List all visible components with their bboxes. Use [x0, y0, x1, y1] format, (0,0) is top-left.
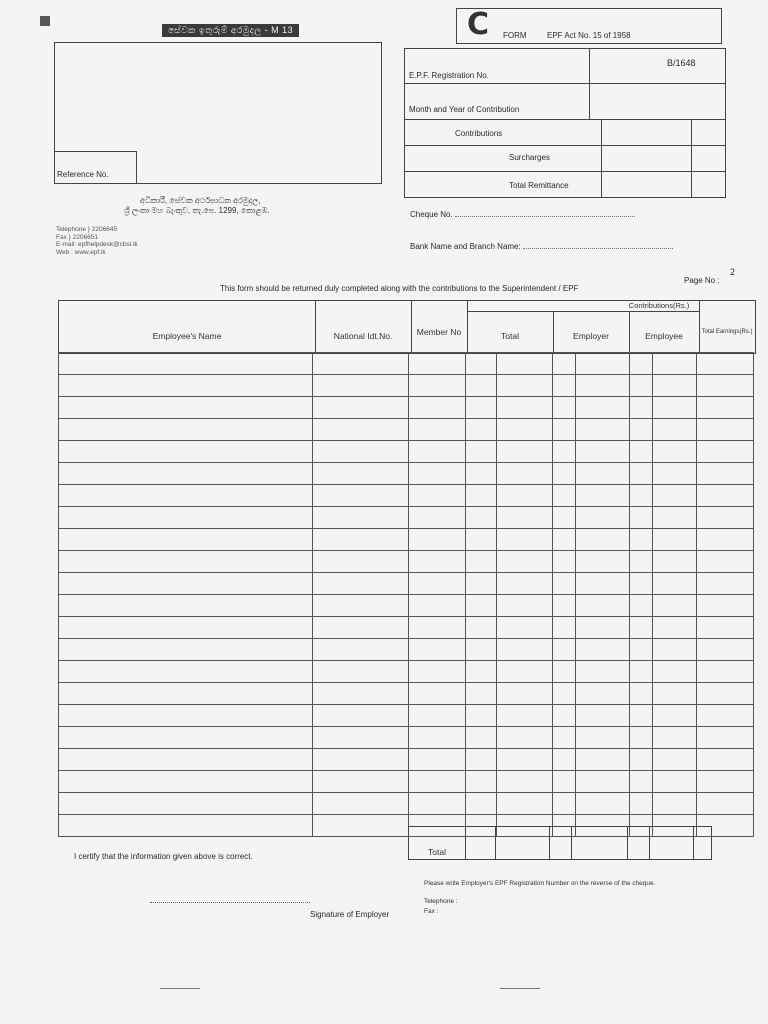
- table-cell[interactable]: [409, 639, 465, 661]
- email: epfhelpdesk@cbsl.lk: [78, 241, 138, 248]
- table-cell[interactable]: [409, 749, 465, 771]
- table-cell[interactable]: [697, 463, 754, 485]
- table-cell[interactable]: [552, 793, 575, 815]
- cheque-note: Please write Employer's EPF Registration Number on the reverse of the cheque.: [424, 880, 656, 887]
- table-cell[interactable]: [697, 595, 754, 617]
- table-cell[interactable]: [59, 815, 313, 837]
- table-cell[interactable]: [409, 375, 465, 397]
- table-cell[interactable]: [465, 397, 496, 419]
- table-cell[interactable]: [575, 375, 629, 397]
- registration-box: [404, 48, 726, 198]
- table-body: [58, 352, 754, 837]
- table-row: [59, 727, 754, 749]
- table-cell[interactable]: [409, 551, 465, 573]
- epf-reg-row: [405, 49, 725, 84]
- table-cell[interactable]: [59, 727, 313, 749]
- table-cell[interactable]: [313, 441, 409, 463]
- table-cell[interactable]: [575, 463, 629, 485]
- table-cell[interactable]: [552, 485, 575, 507]
- header-employee: Employee: [645, 331, 683, 341]
- telephone: 2206645: [91, 226, 118, 233]
- table-row: [59, 419, 754, 441]
- table-cell[interactable]: [630, 661, 653, 683]
- table-cell[interactable]: [630, 441, 653, 463]
- table-cell[interactable]: [630, 529, 653, 551]
- table-cell[interactable]: [697, 353, 754, 375]
- table-cell[interactable]: [652, 485, 697, 507]
- table-cell[interactable]: [552, 441, 575, 463]
- table-cell[interactable]: [59, 683, 313, 705]
- table-cell[interactable]: [575, 793, 629, 815]
- form-letter: C: [467, 7, 490, 42]
- contact-block: Telephone } 2206645 Fax } 2206651 E-mail: epfhelpdesk@cbsl.lk Web : www.epf.lk: [56, 226, 138, 256]
- table-cell[interactable]: [409, 793, 465, 815]
- table-cell[interactable]: [313, 661, 409, 683]
- table-cell[interactable]: [575, 573, 629, 595]
- table-cell[interactable]: [697, 507, 754, 529]
- table-cell[interactable]: [409, 507, 465, 529]
- table-cell[interactable]: [409, 595, 465, 617]
- bottom-mark-right: [500, 988, 540, 989]
- table-cell[interactable]: [59, 529, 313, 551]
- table-cell[interactable]: [697, 639, 754, 661]
- table-cell[interactable]: [313, 573, 409, 595]
- table-cell[interactable]: [409, 617, 465, 639]
- table-cell[interactable]: [552, 397, 575, 419]
- table-cell[interactable]: [465, 441, 496, 463]
- form-c-box: [456, 8, 722, 44]
- epf-reg-label: E.P.F. Registration No.: [409, 71, 489, 80]
- table-cell[interactable]: [630, 683, 653, 705]
- table-cell[interactable]: [465, 463, 496, 485]
- reference-box: [54, 151, 137, 184]
- table-cell[interactable]: [465, 573, 496, 595]
- table-cell[interactable]: [409, 727, 465, 749]
- table-cell[interactable]: [697, 793, 754, 815]
- total-remittance-row: [405, 171, 725, 197]
- table-cell[interactable]: [697, 771, 754, 793]
- cheque-label: Cheque No.: [410, 210, 453, 219]
- table-cell[interactable]: [496, 595, 552, 617]
- form-title: සේවක ඉතුරුම් අරමුදල - M 13: [162, 24, 299, 37]
- bank-label: Bank Name and Branch Name:: [410, 242, 521, 251]
- table-cell[interactable]: [652, 617, 697, 639]
- table-cell[interactable]: [465, 551, 496, 573]
- total-row: [408, 826, 712, 860]
- table-cell[interactable]: [652, 551, 697, 573]
- table-cell[interactable]: [630, 573, 653, 595]
- table-row: [59, 793, 754, 815]
- table-cell[interactable]: [313, 595, 409, 617]
- table-cell[interactable]: [575, 617, 629, 639]
- table-cell[interactable]: [313, 507, 409, 529]
- page-label: Page No :: [684, 276, 720, 285]
- table-cell[interactable]: [313, 397, 409, 419]
- table-cell[interactable]: [59, 573, 313, 595]
- table-cell[interactable]: [630, 727, 653, 749]
- signature-line: [150, 902, 310, 903]
- footer-telephone-label: Telephone :: [424, 898, 458, 905]
- table-cell[interactable]: [465, 485, 496, 507]
- table-cell[interactable]: [697, 551, 754, 573]
- table-cell[interactable]: [313, 375, 409, 397]
- table-cell[interactable]: [59, 485, 313, 507]
- table-cell[interactable]: [465, 617, 496, 639]
- table-cell[interactable]: [59, 507, 313, 529]
- table-cell[interactable]: [630, 463, 653, 485]
- certify-text: I certify that the information given above is correct.: [74, 852, 253, 861]
- table-cell[interactable]: [313, 815, 409, 837]
- table-cell[interactable]: [652, 705, 697, 727]
- table-cell[interactable]: [409, 419, 465, 441]
- table-cell[interactable]: [575, 683, 629, 705]
- table-cell[interactable]: [465, 353, 496, 375]
- table-cell[interactable]: [575, 749, 629, 771]
- table-cell[interactable]: [496, 485, 552, 507]
- header-nic: National Idt.No.: [333, 331, 393, 341]
- table-cell[interactable]: [575, 639, 629, 661]
- table-cell[interactable]: [630, 397, 653, 419]
- table-cell[interactable]: [630, 353, 653, 375]
- table-cell[interactable]: [697, 529, 754, 551]
- table-row: [59, 529, 754, 551]
- table-row: [59, 617, 754, 639]
- telephone-label: Telephone: [56, 226, 86, 233]
- table-cell[interactable]: [552, 595, 575, 617]
- month-row: [405, 83, 725, 120]
- table-cell[interactable]: [496, 353, 552, 375]
- table-cell[interactable]: [313, 485, 409, 507]
- table-cell[interactable]: [652, 573, 697, 595]
- act-reference: EPF Act No. 15 of 1958: [547, 31, 631, 40]
- table-cell[interactable]: [496, 727, 552, 749]
- table-cell[interactable]: [313, 793, 409, 815]
- table-row: [59, 771, 754, 793]
- table-cell[interactable]: [652, 595, 697, 617]
- table-cell[interactable]: [59, 617, 313, 639]
- table-cell[interactable]: [630, 485, 653, 507]
- table-cell[interactable]: [652, 771, 697, 793]
- header-member-no: Member No: [416, 327, 462, 337]
- table-cell[interactable]: [652, 661, 697, 683]
- table-cell[interactable]: [313, 419, 409, 441]
- table-cell[interactable]: [552, 573, 575, 595]
- table-cell[interactable]: [652, 727, 697, 749]
- table-cell[interactable]: [575, 771, 629, 793]
- table-cell[interactable]: [575, 595, 629, 617]
- table-cell[interactable]: [697, 397, 754, 419]
- table-cell[interactable]: [652, 397, 697, 419]
- address-line-2: ශ්‍රී ලංකා මහ බැංකුව, තැ.පෙ. 1299, කොළඹ.: [124, 206, 270, 215]
- header-total-earnings: Total Earnings(Rs.): [701, 329, 753, 335]
- table-cell[interactable]: [59, 639, 313, 661]
- table-cell[interactable]: [313, 551, 409, 573]
- table-cell[interactable]: [575, 661, 629, 683]
- contributions-label: Contributions: [455, 129, 503, 138]
- table-cell[interactable]: [465, 793, 496, 815]
- table-cell[interactable]: [313, 771, 409, 793]
- table-cell[interactable]: [652, 683, 697, 705]
- table-cell[interactable]: [652, 353, 697, 375]
- table-cell[interactable]: [630, 375, 653, 397]
- table-cell[interactable]: [552, 419, 575, 441]
- table-cell[interactable]: [59, 705, 313, 727]
- table-cell[interactable]: [465, 419, 496, 441]
- table-cell[interactable]: [496, 529, 552, 551]
- table-cell[interactable]: [313, 727, 409, 749]
- table-cell[interactable]: [575, 397, 629, 419]
- table-cell[interactable]: [630, 617, 653, 639]
- table-cell[interactable]: [465, 727, 496, 749]
- table-row: [59, 485, 754, 507]
- table-row: [59, 507, 754, 529]
- table-cell[interactable]: [313, 353, 409, 375]
- table-cell[interactable]: [496, 705, 552, 727]
- table-cell[interactable]: [409, 705, 465, 727]
- table-row: [59, 353, 754, 375]
- table-cell[interactable]: [59, 771, 313, 793]
- fax-label: Fax: [56, 233, 67, 241]
- table-cell[interactable]: [496, 551, 552, 573]
- address-line-1: අධිකාරී, සේවක අර්ථසාධක අරමුදල,: [140, 196, 261, 205]
- table-cell[interactable]: [552, 617, 575, 639]
- table-cell[interactable]: [652, 529, 697, 551]
- table-cell[interactable]: [697, 617, 754, 639]
- table-row: [59, 463, 754, 485]
- table-cell[interactable]: [652, 639, 697, 661]
- table-cell[interactable]: [630, 705, 653, 727]
- signature-label: Signature of Employer: [310, 910, 390, 919]
- table-cell[interactable]: [409, 463, 465, 485]
- table-row: [59, 441, 754, 463]
- table-cell[interactable]: [496, 617, 552, 639]
- table-cell[interactable]: [409, 485, 465, 507]
- header-employee-name: Employee's Name: [152, 331, 222, 341]
- table-cell[interactable]: [697, 705, 754, 727]
- employee-table: [58, 352, 754, 837]
- table-cell[interactable]: [652, 441, 697, 463]
- table-cell[interactable]: [652, 375, 697, 397]
- table-cell[interactable]: [652, 419, 697, 441]
- table-cell[interactable]: [575, 441, 629, 463]
- table-cell[interactable]: [697, 441, 754, 463]
- table-cell[interactable]: [575, 529, 629, 551]
- header-employer: Employer: [573, 331, 609, 341]
- table-cell[interactable]: [697, 683, 754, 705]
- table-cell[interactable]: [465, 375, 496, 397]
- table-cell[interactable]: [59, 463, 313, 485]
- table-cell[interactable]: [313, 617, 409, 639]
- table-cell[interactable]: [630, 771, 653, 793]
- web-label: Web: [56, 248, 70, 256]
- table-cell[interactable]: [496, 375, 552, 397]
- table-row: [59, 397, 754, 419]
- table-cell[interactable]: [552, 551, 575, 573]
- month-label: Month and Year of Contribution: [409, 105, 520, 114]
- return-notice: This form should be returned duly completed along with the contributions to the Superintendent / EPF: [220, 284, 579, 293]
- table-cell[interactable]: [652, 507, 697, 529]
- table-cell[interactable]: [59, 375, 313, 397]
- table-cell[interactable]: [575, 353, 629, 375]
- table-cell[interactable]: [465, 661, 496, 683]
- table-cell[interactable]: [496, 397, 552, 419]
- cheque-line: [410, 208, 720, 219]
- table-cell[interactable]: [465, 749, 496, 771]
- table-cell[interactable]: [496, 441, 552, 463]
- table-cell[interactable]: [496, 749, 552, 771]
- table-cell[interactable]: [465, 771, 496, 793]
- table-cell[interactable]: [575, 551, 629, 573]
- corner-marker: [40, 16, 50, 26]
- table-row: [59, 595, 754, 617]
- table-cell[interactable]: [630, 639, 653, 661]
- table-cell[interactable]: [652, 463, 697, 485]
- table-cell[interactable]: [552, 705, 575, 727]
- web: www.epf.lk: [74, 248, 106, 256]
- table-cell[interactable]: [496, 661, 552, 683]
- table-cell[interactable]: [59, 441, 313, 463]
- table-cell[interactable]: [552, 727, 575, 749]
- table-cell[interactable]: [313, 705, 409, 727]
- table-row: [59, 375, 754, 397]
- table-cell[interactable]: [552, 375, 575, 397]
- table-row: [59, 749, 754, 771]
- table-cell[interactable]: [575, 485, 629, 507]
- total-remittance-label: Total Remittance: [509, 181, 569, 190]
- bank-line: [410, 240, 720, 251]
- page-number: 2: [730, 267, 736, 277]
- table-cell[interactable]: [496, 419, 552, 441]
- table-cell[interactable]: [465, 507, 496, 529]
- table-cell[interactable]: [496, 639, 552, 661]
- table-row: [59, 683, 754, 705]
- table-cell[interactable]: [409, 771, 465, 793]
- table-cell[interactable]: [496, 573, 552, 595]
- table-cell[interactable]: [575, 507, 629, 529]
- table-row: [59, 573, 754, 595]
- table-cell[interactable]: [313, 463, 409, 485]
- table-cell[interactable]: [59, 353, 313, 375]
- table-cell[interactable]: [313, 529, 409, 551]
- table-cell[interactable]: [630, 749, 653, 771]
- epf-reg-value: B/1648: [667, 58, 696, 68]
- table-cell[interactable]: [630, 793, 653, 815]
- header-total: Total: [501, 331, 519, 341]
- table-cell[interactable]: [697, 375, 754, 397]
- table-cell[interactable]: [630, 419, 653, 441]
- fax: 2206651: [72, 233, 98, 241]
- bottom-mark-left: [160, 988, 200, 989]
- email-label: E-mail: [56, 241, 75, 248]
- table-cell[interactable]: [552, 639, 575, 661]
- table-cell[interactable]: [652, 793, 697, 815]
- table-cell[interactable]: [575, 419, 629, 441]
- table-cell[interactable]: [697, 419, 754, 441]
- table-cell[interactable]: [552, 507, 575, 529]
- table-cell[interactable]: [697, 727, 754, 749]
- footer-fax-label: Fax :: [424, 908, 439, 915]
- table-cell[interactable]: [496, 463, 552, 485]
- table-cell[interactable]: [552, 771, 575, 793]
- table-cell[interactable]: [59, 595, 313, 617]
- table-cell[interactable]: [575, 705, 629, 727]
- table-cell[interactable]: [409, 353, 465, 375]
- table-cell[interactable]: [630, 507, 653, 529]
- header-contributions: Contributions(Rs.): [628, 301, 690, 310]
- table-row: [59, 551, 754, 573]
- table-cell[interactable]: [697, 661, 754, 683]
- reference-label: Reference No.: [57, 170, 109, 179]
- table-cell[interactable]: [496, 771, 552, 793]
- contributions-row: [405, 119, 725, 146]
- table-cell[interactable]: [652, 749, 697, 771]
- table-cell[interactable]: [552, 661, 575, 683]
- table-cell[interactable]: [496, 683, 552, 705]
- address-box: [54, 42, 382, 184]
- total-label: Total: [428, 847, 446, 857]
- table-cell[interactable]: [465, 639, 496, 661]
- table-cell[interactable]: [465, 529, 496, 551]
- table-cell[interactable]: [59, 551, 313, 573]
- table-cell[interactable]: [552, 463, 575, 485]
- table-row: [59, 639, 754, 661]
- table-cell[interactable]: [496, 793, 552, 815]
- table-cell[interactable]: [409, 441, 465, 463]
- form-label: FORM: [503, 31, 527, 40]
- table-cell[interactable]: [552, 683, 575, 705]
- table-cell[interactable]: [409, 683, 465, 705]
- table-cell[interactable]: [630, 595, 653, 617]
- table-cell[interactable]: [552, 353, 575, 375]
- surcharges-row: [405, 145, 725, 172]
- table-cell[interactable]: [465, 683, 496, 705]
- table-cell[interactable]: [465, 705, 496, 727]
- table-cell[interactable]: [409, 529, 465, 551]
- table-row: [59, 661, 754, 683]
- table-cell[interactable]: [409, 573, 465, 595]
- table-cell[interactable]: [697, 573, 754, 595]
- table-cell[interactable]: [59, 661, 313, 683]
- table-cell[interactable]: [59, 397, 313, 419]
- table-cell[interactable]: [59, 793, 313, 815]
- table-cell[interactable]: [313, 683, 409, 705]
- table-cell[interactable]: [409, 397, 465, 419]
- table-cell[interactable]: [465, 595, 496, 617]
- table-cell[interactable]: [313, 749, 409, 771]
- table-cell[interactable]: [59, 419, 313, 441]
- table-cell[interactable]: [697, 485, 754, 507]
- table-cell[interactable]: [59, 749, 313, 771]
- table-cell[interactable]: [313, 639, 409, 661]
- table-cell[interactable]: [496, 507, 552, 529]
- table-header: [58, 300, 756, 354]
- table-cell[interactable]: [552, 529, 575, 551]
- surcharges-label: Surcharges: [509, 153, 550, 162]
- table-cell[interactable]: [552, 749, 575, 771]
- table-cell[interactable]: [409, 661, 465, 683]
- table-cell[interactable]: [697, 749, 754, 771]
- table-row: [59, 705, 754, 727]
- table-cell[interactable]: [630, 551, 653, 573]
- table-cell[interactable]: [575, 727, 629, 749]
